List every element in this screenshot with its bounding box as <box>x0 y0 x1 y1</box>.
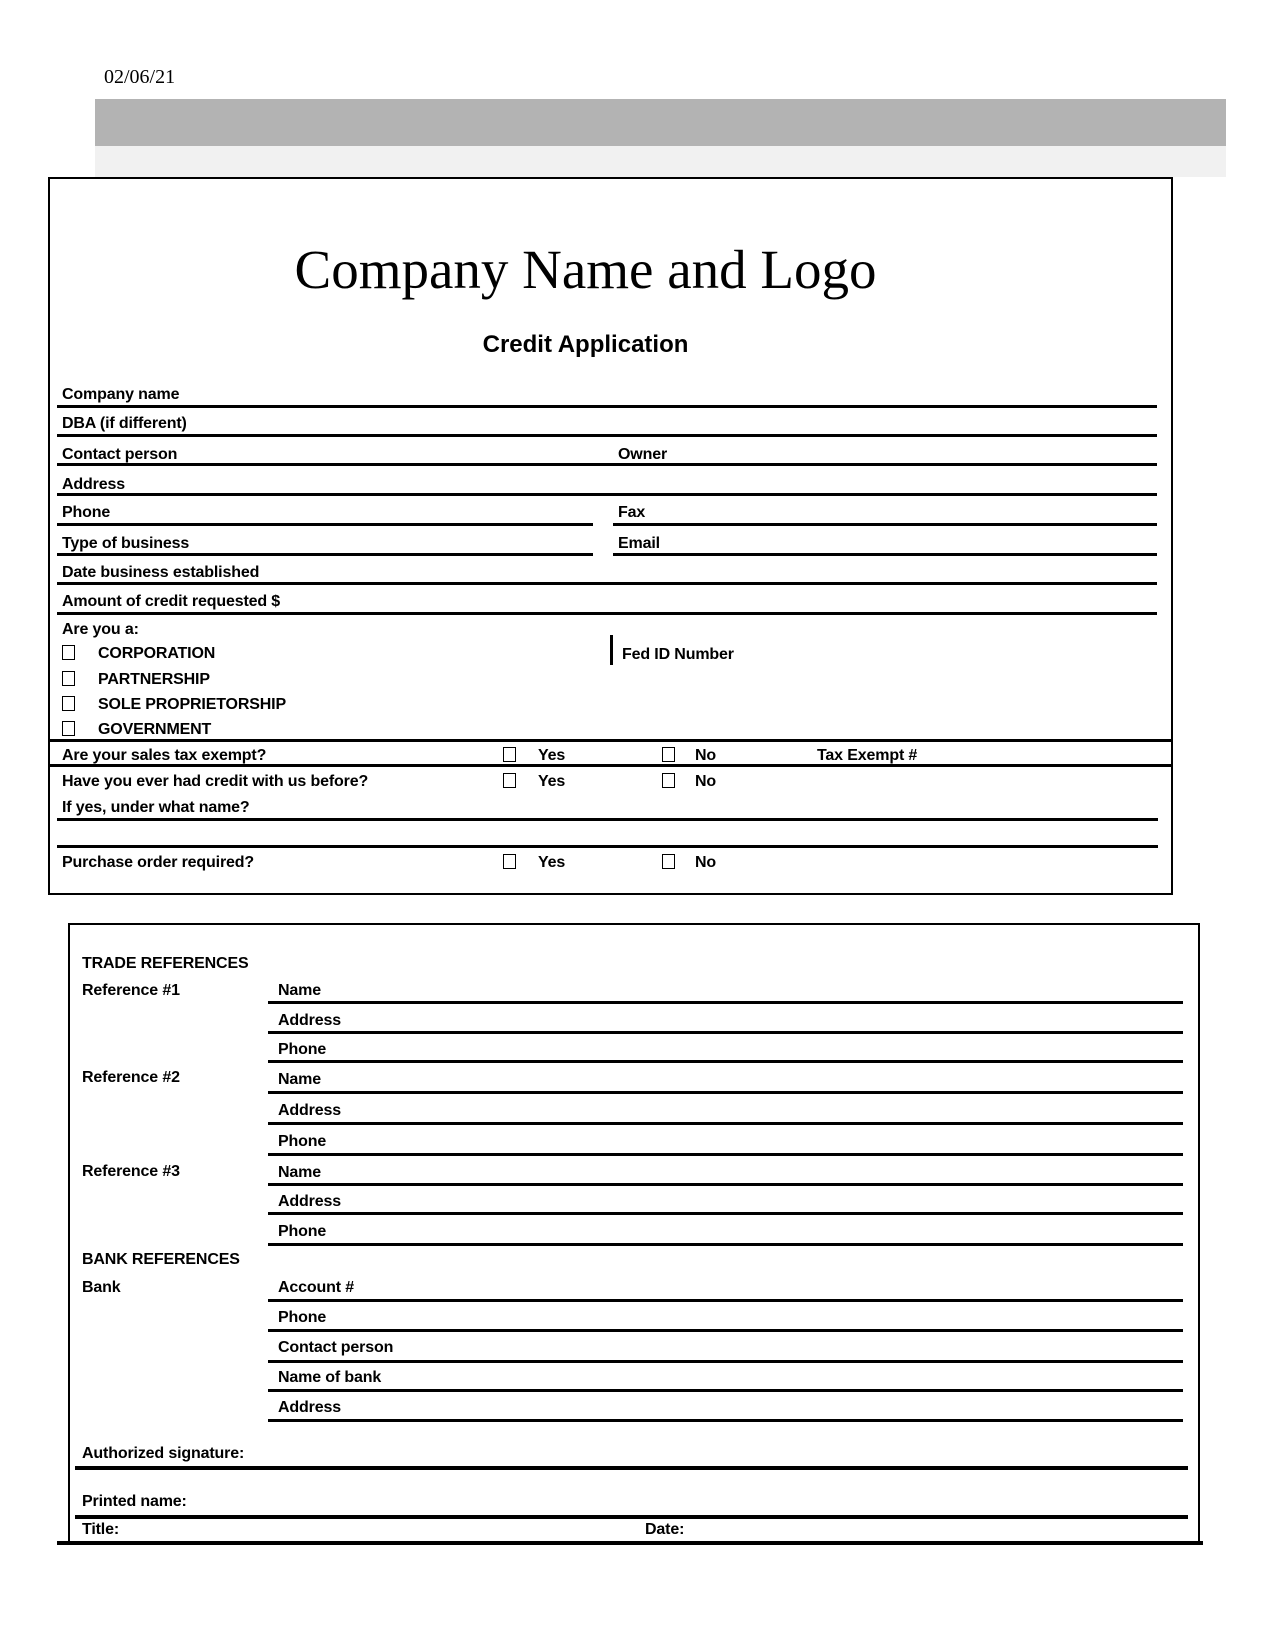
reference-2-address-input-line[interactable] <box>268 1122 1183 1125</box>
date-established-input-line[interactable] <box>57 582 1157 585</box>
top-light-gray-bar <box>95 146 1226 177</box>
purchase-order-no-label: No <box>695 854 717 871</box>
address-label: Address <box>62 476 125 493</box>
if-yes-name-label: If yes, under what name? <box>62 799 250 816</box>
reference-2-name-input-line[interactable] <box>268 1091 1183 1094</box>
type-of-business-input-line[interactable] <box>57 553 593 556</box>
fax-input-line[interactable] <box>613 523 1157 526</box>
section-separator <box>48 764 1173 767</box>
reference-2-label: Reference #2 <box>82 1069 180 1086</box>
reference-3-name-input-line[interactable] <box>268 1183 1183 1186</box>
sales-tax-no-checkbox[interactable] <box>662 747 675 762</box>
reference-3-phone-input-line[interactable] <box>268 1243 1183 1246</box>
purchase-order-yes-checkbox[interactable] <box>503 854 516 869</box>
date-label: Date: <box>645 1521 685 1538</box>
credit-before-label: Have you ever had credit with us before? <box>62 773 369 790</box>
phone-input-line[interactable] <box>57 523 593 526</box>
corporation-label: CORPORATION <box>98 645 216 662</box>
phone-label: Phone <box>62 504 111 521</box>
bank-contact-person-input-line[interactable] <box>268 1360 1183 1363</box>
sales-tax-yes-checkbox[interactable] <box>503 747 516 762</box>
reference-1-phone-label: Phone <box>278 1041 327 1058</box>
company-name-label: Company name <box>62 386 180 403</box>
if-yes-name-input-line[interactable] <box>57 818 1158 821</box>
email-input-line[interactable] <box>613 553 1157 556</box>
reference-3-label: Reference #3 <box>82 1163 180 1180</box>
company-title: Company Name and Logo <box>294 239 877 300</box>
amount-requested-input-line[interactable] <box>57 612 1157 615</box>
name-of-bank-input-line[interactable] <box>268 1389 1183 1392</box>
are-you-a-label: Are you a: <box>62 621 139 638</box>
authorized-signature-label: Authorized signature: <box>82 1445 245 1462</box>
top-gray-bar <box>95 99 1226 146</box>
reference-1-name-input-line[interactable] <box>268 1001 1183 1004</box>
bank-label: Bank <box>82 1279 121 1296</box>
reference-3-address-label: Address <box>278 1193 341 1210</box>
fax-label: Fax <box>618 504 646 521</box>
title-date-input-line[interactable] <box>57 1541 1203 1545</box>
reference-1-address-input-line[interactable] <box>268 1031 1183 1034</box>
purchase-order-yes-label: Yes <box>538 854 566 871</box>
bank-phone-input-line[interactable] <box>268 1329 1183 1332</box>
fed-id-divider-line <box>610 635 613 665</box>
government-checkbox[interactable] <box>62 721 75 736</box>
bank-account-input-line[interactable] <box>268 1299 1183 1302</box>
reference-3-phone-label: Phone <box>278 1223 327 1240</box>
date-established-label: Date business established <box>62 564 260 581</box>
contact-owner-input-line[interactable] <box>57 463 1157 466</box>
authorized-signature-input-line[interactable] <box>75 1466 1188 1470</box>
dba-input-line[interactable] <box>57 434 1157 437</box>
bank-address-input-line[interactable] <box>268 1419 1183 1422</box>
email-label: Email <box>618 535 660 552</box>
credit-before-no-label: No <box>695 773 717 790</box>
company-name-input-line[interactable] <box>57 405 1157 408</box>
if-yes-name-input-line-2[interactable] <box>57 845 1158 848</box>
reference-3-address-input-line[interactable] <box>268 1212 1183 1215</box>
form-title: Credit Application <box>482 331 689 358</box>
name-of-bank-label: Name of bank <box>278 1369 382 1386</box>
bank-contact-person-label: Contact person <box>278 1339 394 1356</box>
bank-account-label: Account # <box>278 1279 354 1296</box>
document-date: 02/06/21 <box>104 66 176 88</box>
partnership-label: PARTNERSHIP <box>98 671 210 688</box>
fed-id-label: Fed ID Number <box>622 646 734 663</box>
tax-exempt-number-label: Tax Exempt # <box>817 747 918 764</box>
reference-1-label: Reference #1 <box>82 982 180 999</box>
bank-address-label: Address <box>278 1399 341 1416</box>
credit-before-yes-checkbox[interactable] <box>503 773 516 788</box>
reference-1-name-label: Name <box>278 982 321 999</box>
reference-2-phone-input-line[interactable] <box>268 1153 1183 1156</box>
reference-2-name-label: Name <box>278 1071 321 1088</box>
reference-1-address-label: Address <box>278 1012 341 1029</box>
reference-3-name-label: Name <box>278 1164 321 1181</box>
bank-phone-label: Phone <box>278 1309 327 1326</box>
corporation-checkbox[interactable] <box>62 645 75 660</box>
partnership-checkbox[interactable] <box>62 671 75 686</box>
printed-name-input-line[interactable] <box>75 1515 1188 1519</box>
sole-proprietorship-label: SOLE PROPRIETORSHIP <box>98 696 287 713</box>
purchase-order-no-checkbox[interactable] <box>662 854 675 869</box>
title-label: Title: <box>82 1521 120 1538</box>
reference-1-phone-input-line[interactable] <box>268 1060 1183 1063</box>
amount-requested-label: Amount of credit requested $ <box>62 593 281 610</box>
owner-label: Owner <box>618 446 668 463</box>
printed-name-label: Printed name: <box>82 1493 187 1510</box>
address-input-line[interactable] <box>57 493 1157 496</box>
reference-2-address-label: Address <box>278 1102 341 1119</box>
sales-tax-exempt-label: Are your sales tax exempt? <box>62 747 267 764</box>
bank-references-header: BANK REFERENCES <box>82 1251 240 1268</box>
government-label: GOVERNMENT <box>98 721 212 738</box>
type-of-business-label: Type of business <box>62 535 190 552</box>
sole-proprietorship-checkbox[interactable] <box>62 696 75 711</box>
reference-2-phone-label: Phone <box>278 1133 327 1150</box>
sales-tax-no-label: No <box>695 747 717 764</box>
dba-label: DBA (if different) <box>62 415 187 432</box>
credit-before-no-checkbox[interactable] <box>662 773 675 788</box>
sales-tax-yes-label: Yes <box>538 747 566 764</box>
purchase-order-label: Purchase order required? <box>62 854 255 871</box>
credit-before-yes-label: Yes <box>538 773 566 790</box>
trade-references-header: TRADE REFERENCES <box>82 955 249 972</box>
section-separator <box>48 739 1173 742</box>
contact-person-label: Contact person <box>62 446 178 463</box>
